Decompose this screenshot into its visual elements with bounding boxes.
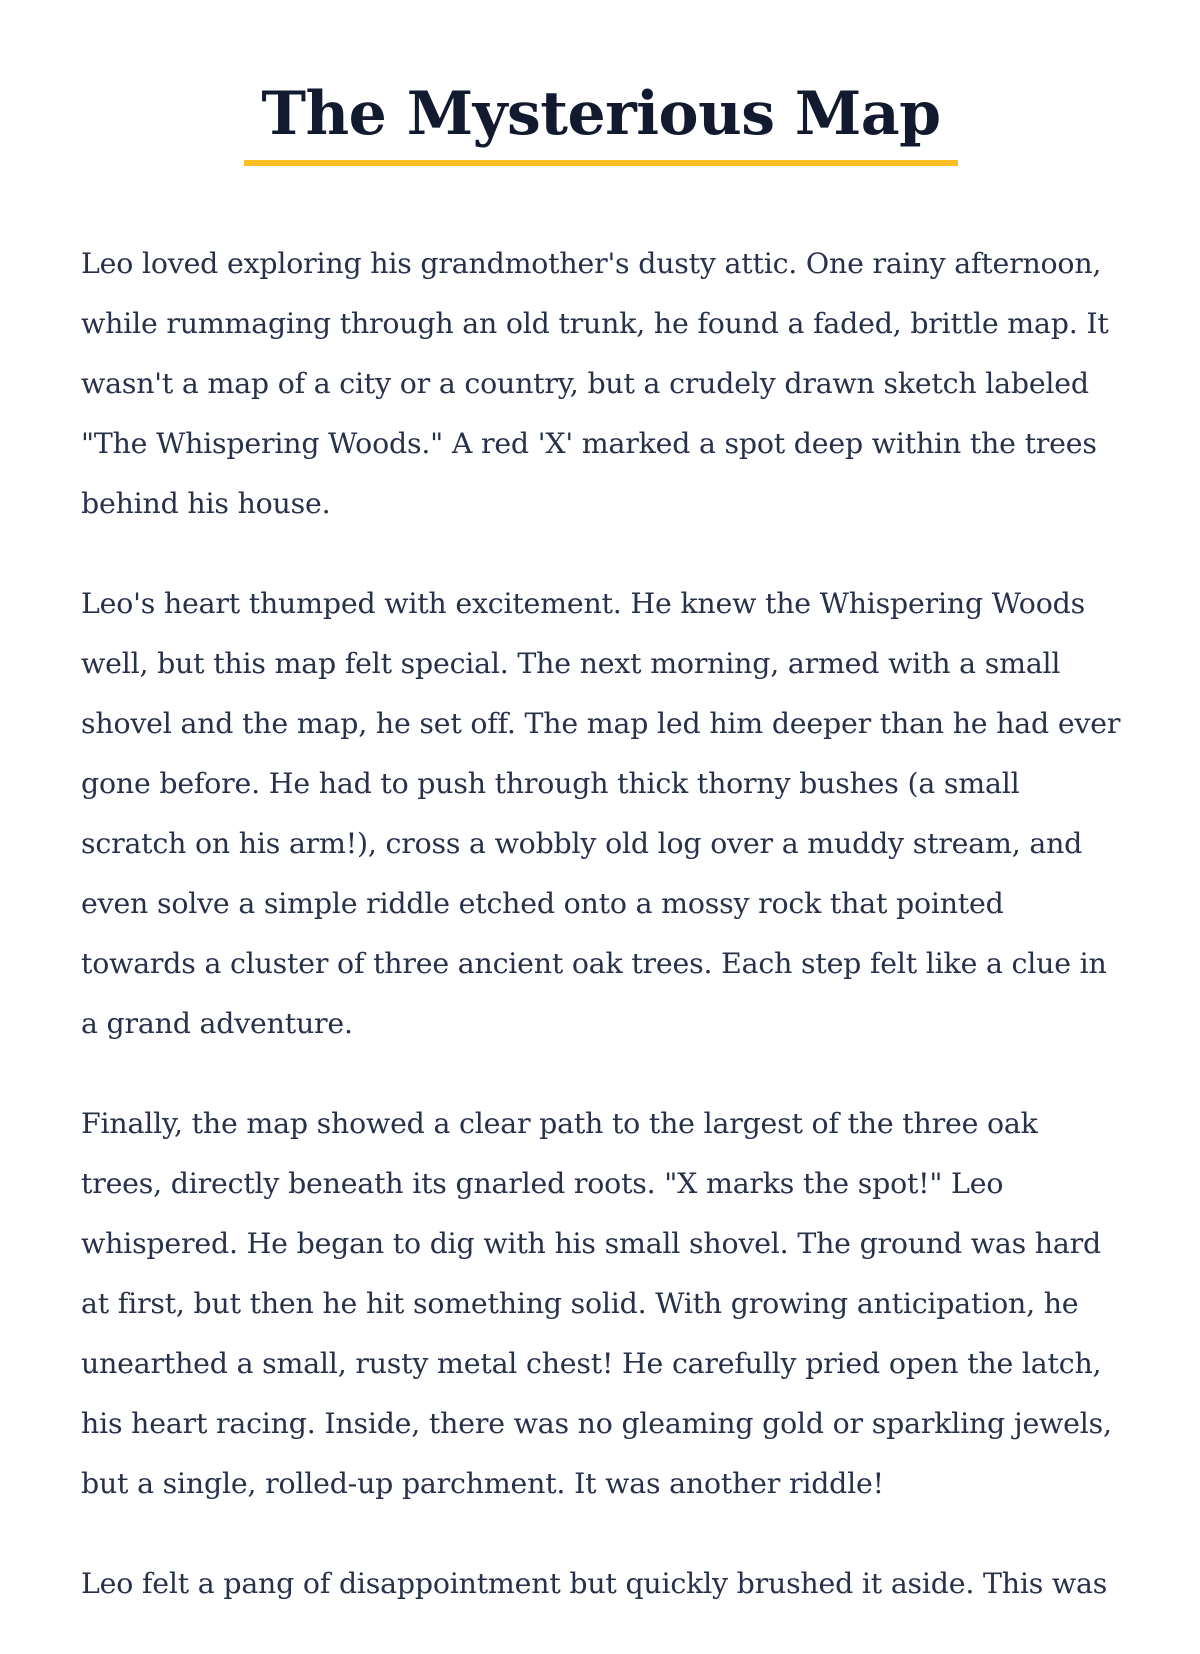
page-title: The Mysterious Map	[261, 79, 941, 149]
paragraph-4: Leo felt a pang of disappointment but quickly brushed it aside. This was	[81, 1567, 1108, 1600]
story-body	[81, 234, 1125, 1654]
paragraph-2: Leo's heart thumped with excitement. He knew the Whispering Woods well, but this map felt special. The next morning, armed with a small shovel and the map, he set off. The map led him deeper than he had ever gone before. He had to push through thick thorny bushes (a small scratch on his arm!), cross a wobbly old log over a muddy stream, and even solve a simple riddle etched onto a mossy rock that pointed towards a cluster of three ancient oak trees. Each step felt like a clue in a grand adventure.	[81, 587, 1121, 1040]
title-underline	[244, 74, 958, 166]
paragraph-3: Finally, the map showed a clear path to the largest of the three oak trees, directly beneath its gnarled roots. "X marks the spot!" Leo whispered. He began to dig with his small shovel. The ground was hard at first, but then he hit something solid. With growing anticipation, he unearthed a small, rusty metal chest! He carefully pried open the latch, his heart racing. Inside, there was no gleaming gold or sparkling jewels, but a single, rolled-up parchment. It was another riddle!	[81, 1107, 1112, 1500]
paragraph-1: Leo loved exploring his grandmother's dusty attic. One rainy afternoon, while rummaging through an old trunk, he found a faded, brittle map. It wasn't a map of a city or a country, but a crudely drawn sketch labeled "The Whispering Woods." A red 'X' marked a spot deep within the trees behind his house.	[81, 247, 1109, 520]
